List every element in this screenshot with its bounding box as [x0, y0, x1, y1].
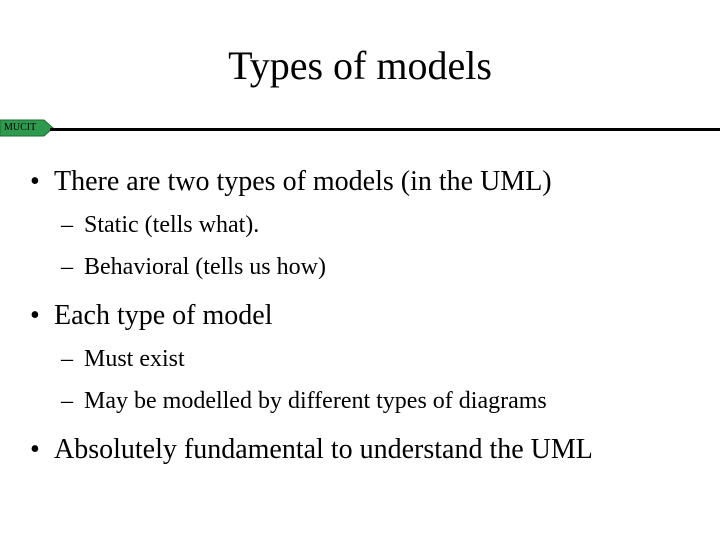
slide-title: Types of models [228, 43, 492, 88]
sub-bullet-item [30, 380, 710, 422]
bullet-marker: • [30, 166, 40, 197]
bullet-group [30, 296, 710, 422]
bullet-text: Absolutely fundamental to understand the UML [54, 434, 593, 465]
bullet-item [30, 296, 710, 336]
bullet-item [30, 162, 710, 202]
bullet-item [30, 430, 710, 470]
title-divider [50, 128, 720, 131]
sub-bullet-item [30, 246, 710, 288]
sub-bullet-text: Must exist [84, 346, 185, 372]
bullet-text: There are two types of models (in the UML) [54, 166, 552, 197]
bullet-group [30, 162, 710, 288]
tag-label: MUCIT [4, 122, 37, 133]
sub-bullet-text: Behavioral (tells us how) [84, 254, 326, 280]
sub-bullet-text: May be modelled by different types of diagrams [84, 388, 547, 414]
sub-bullet-text: Static (tells what). [84, 212, 260, 238]
sub-bullet-marker: – [61, 254, 73, 280]
bullet-text: Each type of model [54, 300, 273, 331]
mucit-tag [0, 119, 54, 137]
sub-bullet-marker: – [61, 346, 73, 372]
sub-bullet-item [30, 204, 710, 246]
bullet-group [30, 430, 710, 470]
sub-bullet-marker: – [61, 388, 73, 414]
sub-bullet-marker: – [61, 212, 73, 238]
bullet-marker: • [30, 434, 40, 465]
bullet-marker: • [30, 300, 40, 331]
sub-bullet-item [30, 338, 710, 380]
bullet-list [30, 160, 710, 478]
